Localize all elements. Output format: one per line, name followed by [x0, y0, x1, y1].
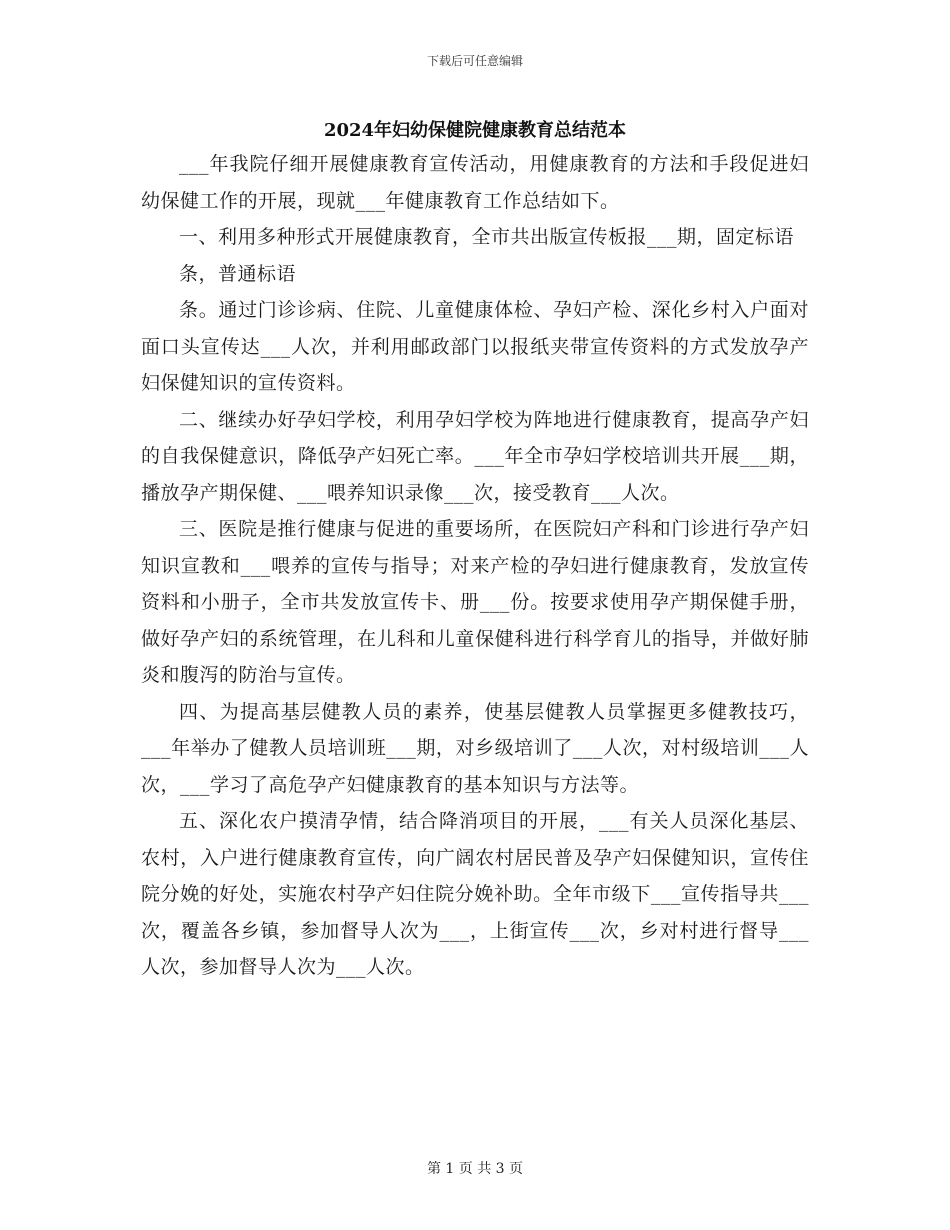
document-title: 2024年妇幼保健院健康教育总结范本 — [323, 120, 627, 141]
paragraph-section-1-cont-a: 条，普通标语 — [179, 262, 297, 285]
document-body — [141, 146, 809, 986]
header-note: 下载后可任意编辑 — [426, 54, 523, 68]
paragraph-section-1-cont-b: 条。通过门诊诊病、住院、儿童健康体检、孕妇产检、深化乡村入户面对面口头宣传达___人次，并利用邮政部门以报纸夹带宣传资料的方式发放孕产妇保健知识的宣传资料。 — [141, 299, 809, 394]
paragraph-section-1: 一、利用多种形式开展健康教育，全市共出版宣传板报___期，固定标语 — [179, 226, 795, 248]
paragraph-intro: ___年我院仔细开展健康教育宣传活动，用健康教育的方法和手段促进妇幼保健工作的开展，现就___年健康教育工作总结如下。 — [141, 153, 809, 212]
paragraph-section-4: 四、为提高基层健教人员的素养，使基层健教人员掌握更多健教技巧，___年举办了健教人员培训班___期，对乡级培训了___人次，对村级培训___人次，___学习了高危孕产妇健康教育的基本知识与方法等。 — [141, 700, 809, 796]
paragraph-section-5: 五、深化农户摸清孕情，结合降消项目的开展，___有关人员深化基层、农村，入户进行健康教育宣传，向广阔农村居民普及孕产妇保健知识，宣传住院分娩的好处，实施农村孕产妇住院分娩补助。全年市级下___宣传指导共___次，覆盖各乡镇，参加督导人次为___，上街宣传___次，乡对村进行督导___人次，参加督导人次为___人次。 — [141, 810, 809, 978]
paragraph-section-2: 二、继续办好孕妇学校，利用孕妇学校为阵地进行健康教育，提高孕产妇的自我保健意识，降低孕产妇死亡率。___年全市孕妇学校培训共开展___期，播放孕产期保健、___喂养知识录像___次，接受教育___人次。 — [141, 408, 809, 504]
paragraph-section-3: 三、医院是推行健康与促进的重要场所，在医院妇产科和门诊进行孕产妇知识宣教和___喂养的宣传与指导；对来产检的孕妇进行健康教育，发放宣传资料和小册子，全市共发放宣传卡、册___份。按要求使用孕产期保健手册，做好孕产妇的系统管理，在儿科和儿童保健科进行科学育儿的指导，并做好肺炎和腹泻的防治与宣传。 — [141, 518, 809, 686]
page-footer: 第 1 页 共 3 页 — [426, 1161, 524, 1177]
